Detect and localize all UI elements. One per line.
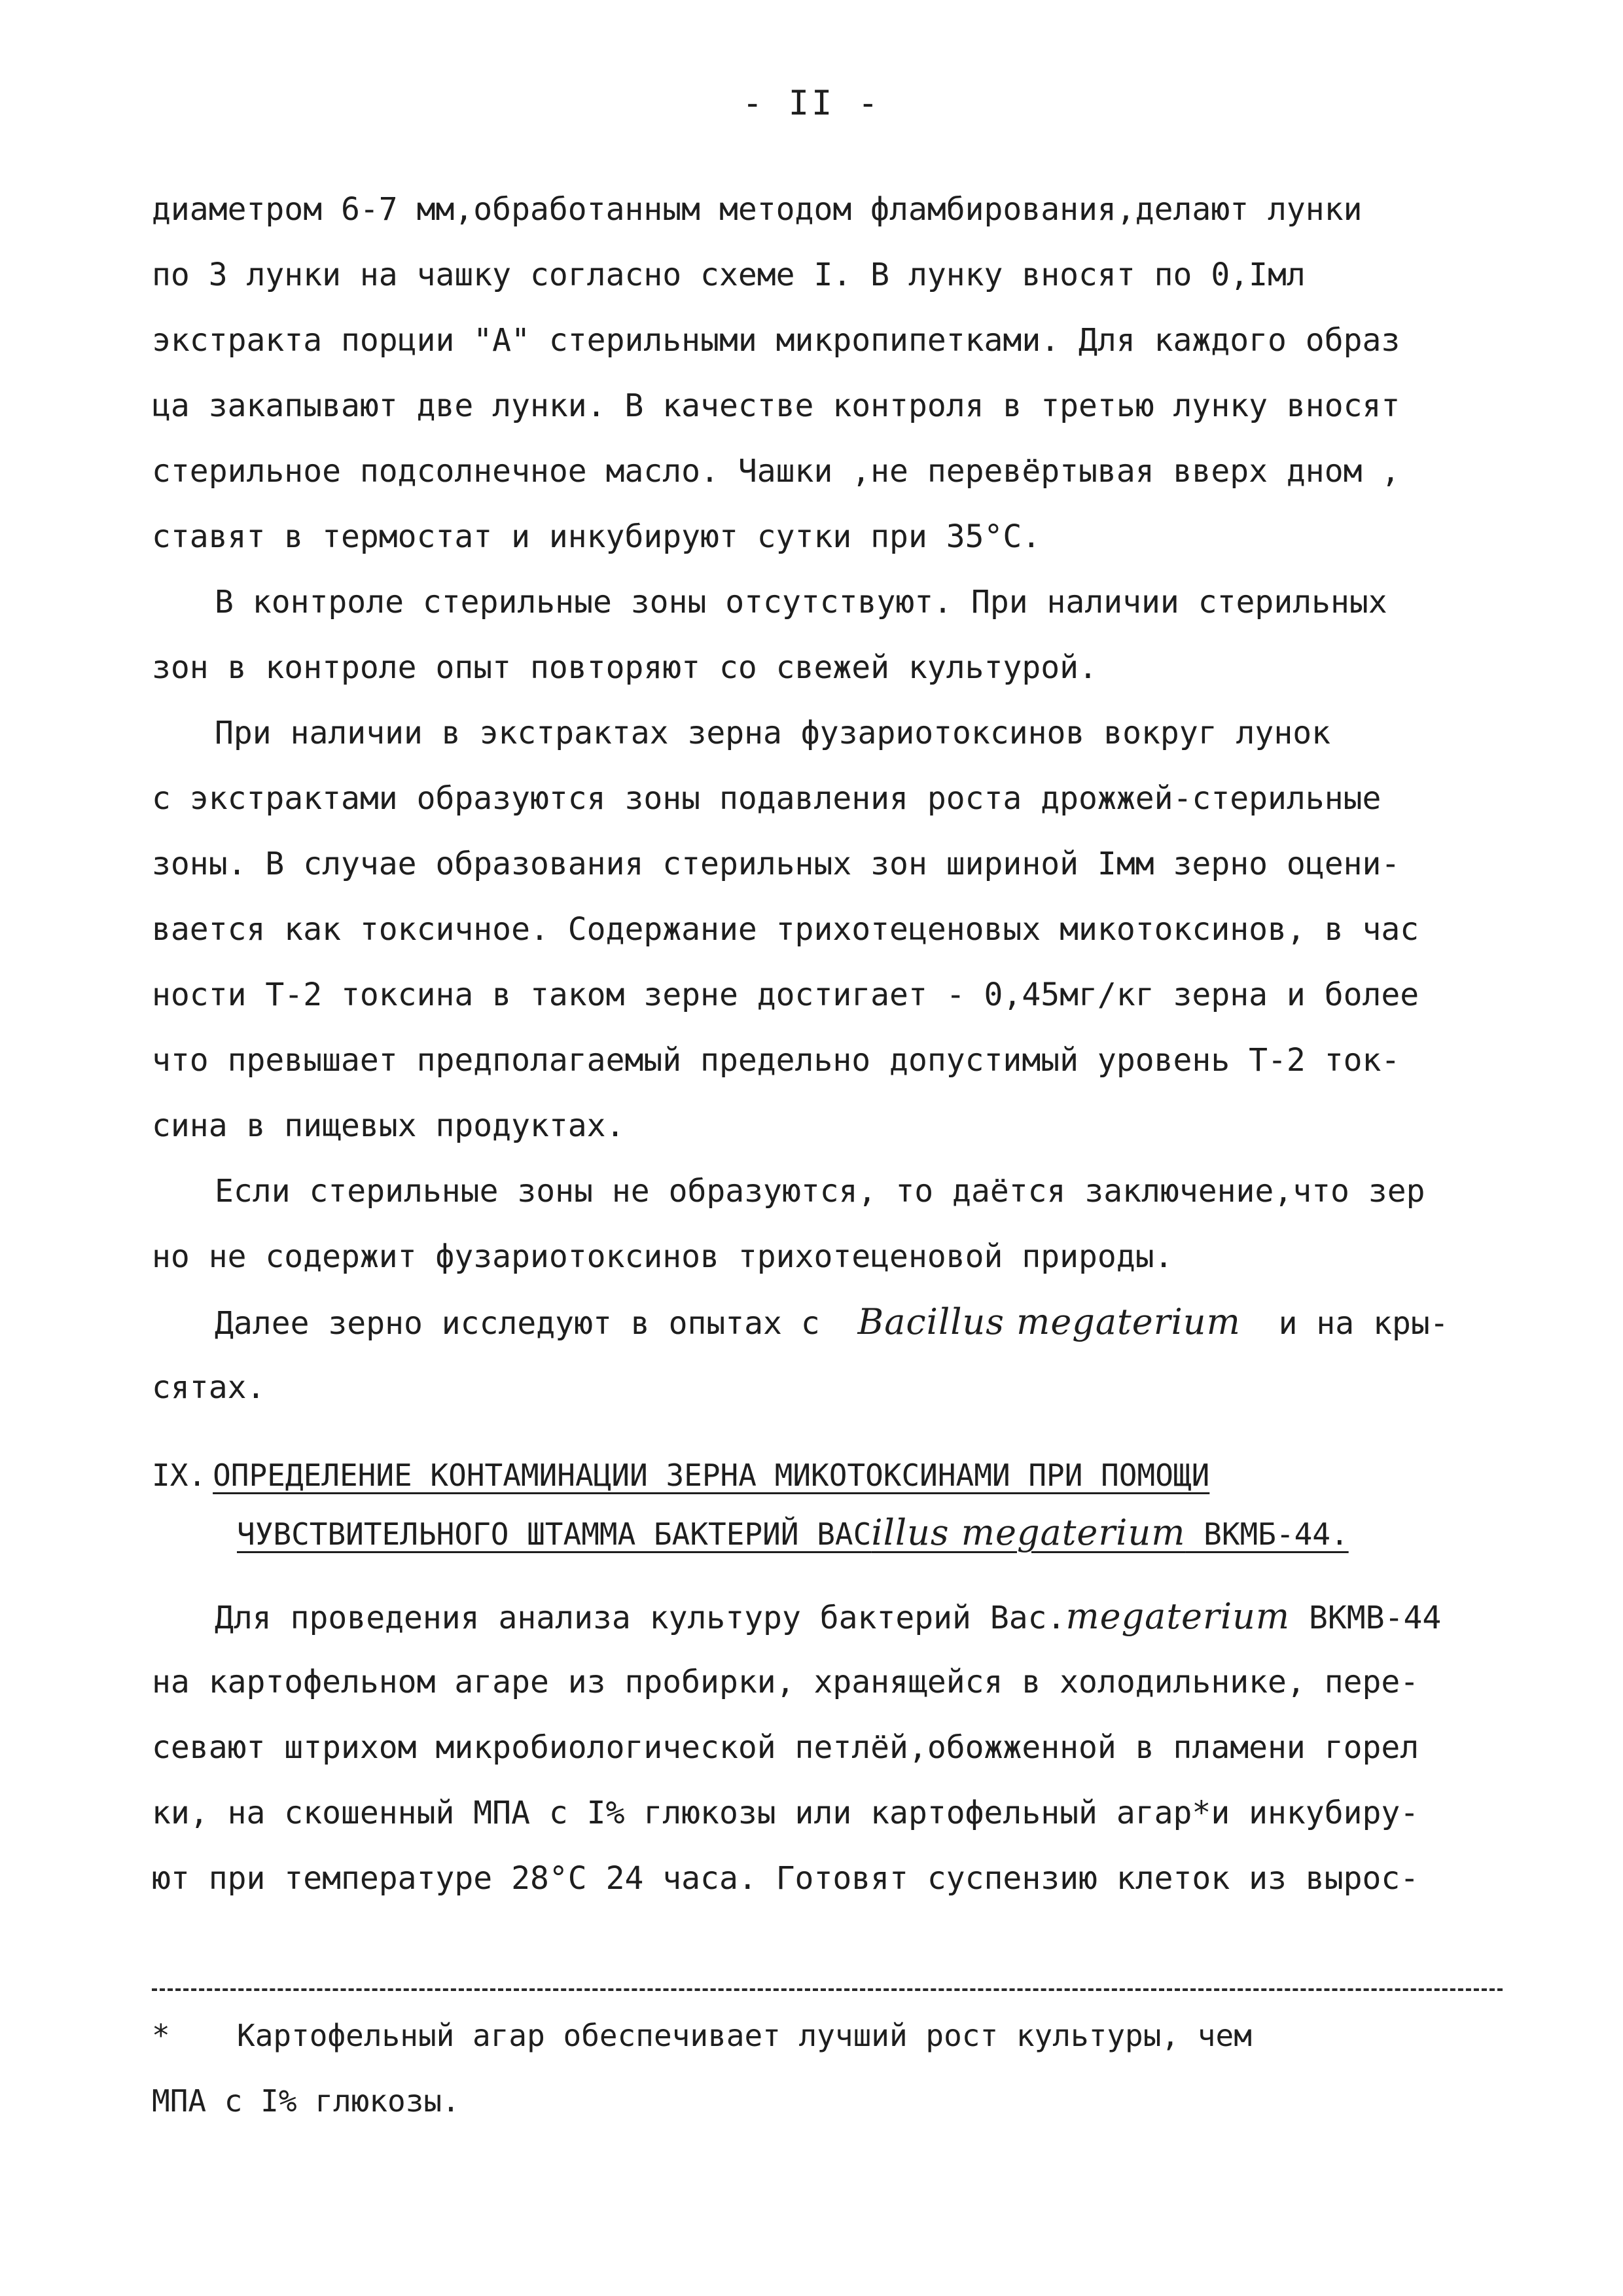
text-line: экстракта порции "А" стерильными микропипетками. Для каждого образ <box>152 322 1400 359</box>
footnote-separator <box>152 1988 1503 1991</box>
text-line: стерильное подсолнечное масло. Чашки ,не перевёртывая вверх дном , <box>152 453 1400 490</box>
text-fragment: Далее зерно исследуют в опытах с <box>215 1305 858 1342</box>
text-line: зон в контроле опыт повторяют со свежей культурой. <box>152 649 1097 686</box>
text-line: ца закапывают две лунки. В качестве контроля в третью лунку вносят <box>152 387 1400 424</box>
text-line: по 3 лунки на чашку согласно схеме I. В лунку вносят по 0,Iмл <box>152 257 1306 293</box>
heading-line <box>152 1504 1513 1562</box>
section-title-line-1: ОПРЕДЕЛЕНИЕ КОНТАМИНАЦИИ ЗЕРНА МИКОТОКСИНАМИ ПРИ ПОМОЩИ <box>213 1458 1210 1493</box>
text-line: ки, на скошенный МПА с I% глюкозы или картофельный агар*и инкубиру- <box>152 1795 1419 1831</box>
handwritten-species-name: megaterium <box>1065 1596 1291 1637</box>
page-number: - II - <box>742 84 881 123</box>
footnote-line: МПА с I% глюкозы. <box>152 2083 460 2119</box>
section-title-line-2 <box>237 1512 1349 1553</box>
footnote-mark: * <box>152 2018 170 2053</box>
text-fragment: ВКМБ-44. <box>1185 1516 1349 1552</box>
text-line: зоны. В случае образования стерильных зон шириной Iмм зерно оцени- <box>152 846 1400 882</box>
text-line <box>152 1584 1513 1649</box>
text-line: с экстрактами образуются зоны подавления роста дрожжей-стерильные <box>152 780 1382 817</box>
text-line: сятах. <box>152 1369 266 1406</box>
text-line: При наличии в экстрактах зерна фузариотоксинов вокруг лунок <box>215 715 1331 751</box>
text-fragment: и на кры- <box>1240 1305 1449 1342</box>
handwritten-species-name: illus megaterium <box>871 1512 1186 1553</box>
text-line: В контроле стерильные зоны отсутствуют. При наличии стерильных <box>215 584 1387 620</box>
text-fragment: ВКМВ-44 <box>1290 1600 1442 1636</box>
text-line: сина в пищевых продуктах. <box>152 1107 625 1144</box>
handwritten-species-name: Bacillus megaterium <box>857 1301 1241 1342</box>
footnote-line <box>152 2003 1513 2068</box>
text-line: диаметром 6-7 мм,обработанным методом фламбирования,делают лунки <box>152 191 1363 228</box>
footnote-text: Картофельный агар обеспечивает лучший рост культуры, чем <box>237 2018 1252 2053</box>
text-line: на картофельном агаре из пробирки, хранящейся в холодильнике, пере- <box>152 1664 1419 1700</box>
text-line: ставят в термостат и инкубируют сутки при 35°С. <box>152 518 1041 555</box>
text-line: ности Т-2 токсина в таком зерне достигает - 0,45мг/кг зерна и более <box>152 977 1419 1013</box>
text-fragment: Для проведения анализа культуру бактерий Bac. <box>215 1600 1066 1636</box>
text-line: севают штрихом микробиологической петлёй,обожженной в пламени горел <box>152 1729 1419 1766</box>
text-line <box>152 1289 1513 1355</box>
text-line: вается как токсичное. Содержание трихотеценовых микотоксинов, в час <box>152 911 1419 948</box>
heading-line <box>152 1446 1513 1504</box>
section-text <box>152 1584 1513 1911</box>
text-fragment: ЧУВСТВИТЕЛЬНОГО ШТАММА БАКТЕРИЙ BAC <box>237 1516 872 1552</box>
text-line: ют при температуре 28°С 24 часа. Готовят суспензию клеток из вырос- <box>152 1860 1419 1897</box>
footnote <box>152 2003 1513 2134</box>
text-line: но не содержит фузариотоксинов трихотеценовой природы. <box>152 1238 1173 1275</box>
text-line: Если стерильные зоны не образуются, то даётся заключение,что зер <box>215 1173 1425 1210</box>
section-heading <box>152 1446 1513 1562</box>
section-number: IX. <box>152 1458 207 1493</box>
text-line: что превышает предполагаемый предельно допустимый уровень Т-2 ток- <box>152 1042 1400 1079</box>
main-text <box>152 177 1513 1420</box>
